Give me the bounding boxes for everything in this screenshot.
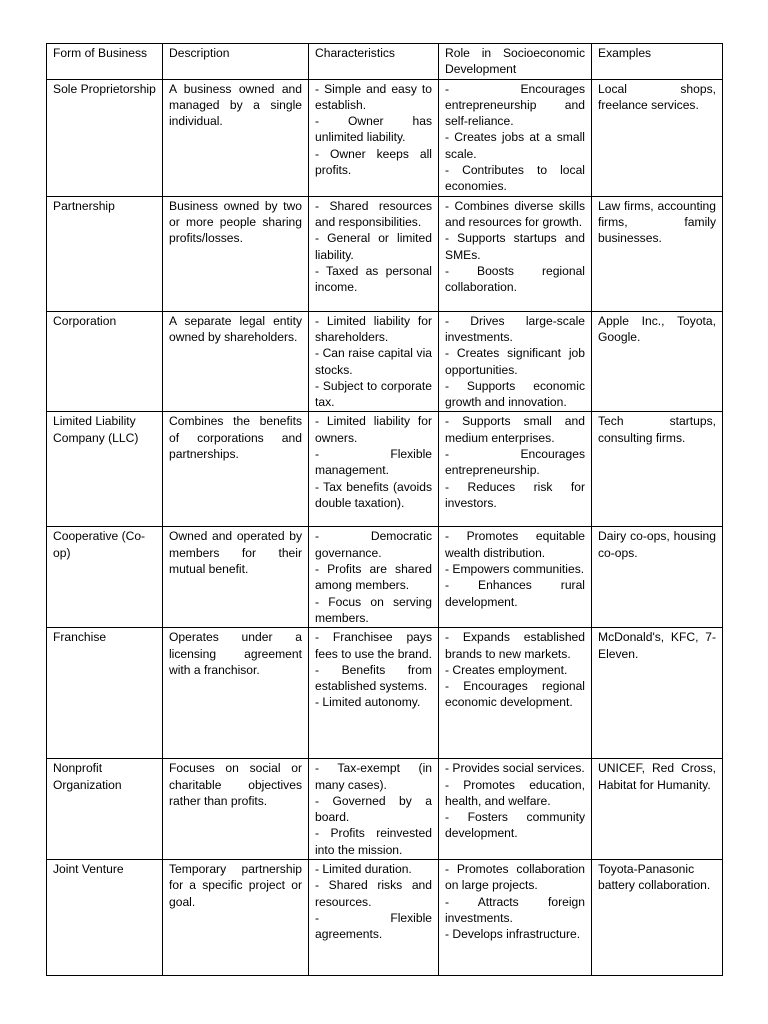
cell-form: Sole Proprietorship xyxy=(47,79,163,196)
header-row xyxy=(47,44,723,80)
table-row xyxy=(47,860,723,976)
business-forms-table xyxy=(46,43,723,976)
cell-role xyxy=(439,311,592,412)
cell-characteristics-item: - Owner keeps all profits. xyxy=(315,146,432,178)
cell-characteristics-item: - General or limited liability. xyxy=(315,231,432,262)
cell-form: Partnership xyxy=(47,196,163,311)
cell-role xyxy=(439,759,592,860)
cell-role xyxy=(439,196,592,311)
cell-characteristics-item: - Benefits from established systems. xyxy=(315,662,432,694)
cell-characteristics xyxy=(309,759,439,860)
cell-form: Nonprofit Organization xyxy=(47,759,163,860)
cell-examples: Local shops, freelance services. xyxy=(592,79,723,196)
cell-role-item: - Empowers communities. xyxy=(445,562,585,577)
cell-role-item: - Drives large-scale investments. xyxy=(445,313,585,344)
cell-role xyxy=(439,79,592,196)
cell-characteristics-item: - Profits are shared among members. xyxy=(315,562,432,593)
cell-characteristics xyxy=(309,527,439,628)
cell-characteristics xyxy=(309,628,439,759)
cell-description: Combines the benefits of corporations and partnerships. xyxy=(163,412,309,527)
cell-characteristics-item: - Shared risks and resources. xyxy=(315,878,432,909)
cell-characteristics-item: - Limited liability for owners. xyxy=(315,414,432,445)
cell-characteristics-item: - Simple and easy to establish. xyxy=(315,81,432,112)
table-row xyxy=(47,79,723,196)
cell-characteristics xyxy=(309,196,439,311)
cell-characteristics xyxy=(309,311,439,412)
cell-role xyxy=(439,860,592,976)
cell-role-item: - Combines diverse skills and resources for growth. xyxy=(445,198,585,229)
cell-role-item: - Reduces risk for investors. xyxy=(445,479,585,510)
cell-role-item: - Fosters community development. xyxy=(445,810,585,841)
cell-form: Franchise xyxy=(47,628,163,759)
cell-characteristics-item: - Profits reinvested into the mission. xyxy=(315,826,432,857)
header-role: Role in Socioeconomic Development xyxy=(439,44,592,80)
cell-role-item: - Creates significant job opportunities. xyxy=(445,346,585,377)
cell-role-item: - Supports small and medium enterprises. xyxy=(445,414,585,445)
cell-role-item: - Creates employment. xyxy=(445,662,568,677)
cell-description: Operates under a licensing agreement with a franchisor. xyxy=(163,628,309,759)
cell-characteristics-item: - Limited autonomy. xyxy=(315,695,421,710)
cell-characteristics-item: - Flexible agreements. xyxy=(315,910,432,942)
cell-description: Temporary partnership for a specific project or goal. xyxy=(163,860,309,976)
cell-characteristics-item: - Focus on serving members. xyxy=(315,594,432,625)
cell-characteristics-item: - Flexible management. xyxy=(315,447,432,478)
header-examples: Examples xyxy=(592,44,723,80)
cell-description: Business owned by two or more people sharing profits/losses. xyxy=(163,196,309,311)
cell-characteristics-item: - Tax-exempt (in many cases). xyxy=(315,761,432,792)
cell-description: A separate legal entity owned by shareholders. xyxy=(163,311,309,412)
cell-role-item: - Supports startups and SMEs. xyxy=(445,231,585,262)
cell-form: Joint Venture xyxy=(47,860,163,976)
cell-role-item: - Creates jobs at a small scale. xyxy=(445,130,585,161)
header-description: Description xyxy=(163,44,309,80)
cell-role-item: - Promotes education, health, and welfare. xyxy=(445,777,585,808)
cell-role-item: - Attracts foreign investments. xyxy=(445,894,585,925)
header-characteristics: Characteristics xyxy=(309,44,439,80)
cell-role-item: - Encourages entrepreneurship. xyxy=(445,447,585,478)
cell-role-item: - Enhances rural development. xyxy=(445,578,585,609)
cell-characteristics-item: - Limited liability for shareholders. xyxy=(315,313,432,344)
cell-form: Cooperative (Co-op) xyxy=(47,527,163,628)
table-row xyxy=(47,311,723,412)
table-row xyxy=(47,412,723,527)
cell-role-item: - Boosts regional collaboration. xyxy=(445,263,585,295)
cell-characteristics xyxy=(309,79,439,196)
cell-role-item: - Encourages regional economic development. xyxy=(445,679,585,710)
cell-characteristics-item: - Franchisee pays fees to use the brand. xyxy=(315,630,432,661)
cell-form: Limited Liability Company (LLC) xyxy=(47,412,163,527)
cell-examples: McDonald's, KFC, 7-Eleven. xyxy=(592,628,723,759)
cell-form: Corporation xyxy=(47,311,163,412)
table-row xyxy=(47,527,723,628)
cell-characteristics-item: - Shared resources and responsibilities. xyxy=(315,198,432,229)
cell-role-item: - Encourages entrepreneurship and self-reliance. xyxy=(445,81,585,129)
cell-role-item: - Supports economic growth and innovation. xyxy=(445,378,585,410)
cell-role xyxy=(439,527,592,628)
cell-characteristics-item: - Limited duration. xyxy=(315,862,412,877)
cell-examples: Apple Inc., Toyota, Google. xyxy=(592,311,723,412)
cell-description: Owned and operated by members for their mutual benefit. xyxy=(163,527,309,628)
cell-characteristics-item: - Owner has unlimited liability. xyxy=(315,114,432,145)
cell-role-item: - Develops infrastructure. xyxy=(445,927,581,942)
cell-description: Focuses on social or charitable objectives rather than profits. xyxy=(163,759,309,860)
table-row xyxy=(47,196,723,311)
cell-characteristics-item: - Governed by a board. xyxy=(315,793,432,825)
table-row xyxy=(47,628,723,759)
cell-role xyxy=(439,412,592,527)
cell-role-item: - Promotes collaboration on large projects. xyxy=(445,862,585,893)
cell-characteristics-item: - Subject to corporate tax. xyxy=(315,378,432,410)
cell-characteristics-item: - Can raise capital via stocks. xyxy=(315,346,432,377)
table-row xyxy=(47,759,723,860)
cell-role-item: - Expands established brands to new markets. xyxy=(445,630,585,661)
cell-role-item: - Promotes equitable wealth distribution. xyxy=(445,529,585,560)
cell-examples: Law firms, accounting firms, family businesses. xyxy=(592,196,723,311)
cell-characteristics-item: - Tax benefits (avoids double taxation). xyxy=(315,479,432,510)
cell-characteristics-item: - Democratic governance. xyxy=(315,529,432,560)
header-form: Form of Business xyxy=(47,44,163,80)
cell-examples: Dairy co-ops, housing co-ops. xyxy=(592,527,723,628)
cell-characteristics xyxy=(309,412,439,527)
cell-role-item: - Contributes to local economies. xyxy=(445,163,585,194)
cell-role-item: - Provides social services. xyxy=(445,761,585,776)
cell-examples: Toyota-Panasonic battery collaboration. xyxy=(592,860,723,976)
cell-examples: Tech startups, consulting firms. xyxy=(592,412,723,527)
cell-characteristics xyxy=(309,860,439,976)
cell-characteristics-item: - Taxed as personal income. xyxy=(315,263,432,295)
cell-role xyxy=(439,628,592,759)
cell-description: A business owned and managed by a single individual. xyxy=(163,79,309,196)
cell-examples: UNICEF, Red Cross, Habitat for Humanity. xyxy=(592,759,723,860)
